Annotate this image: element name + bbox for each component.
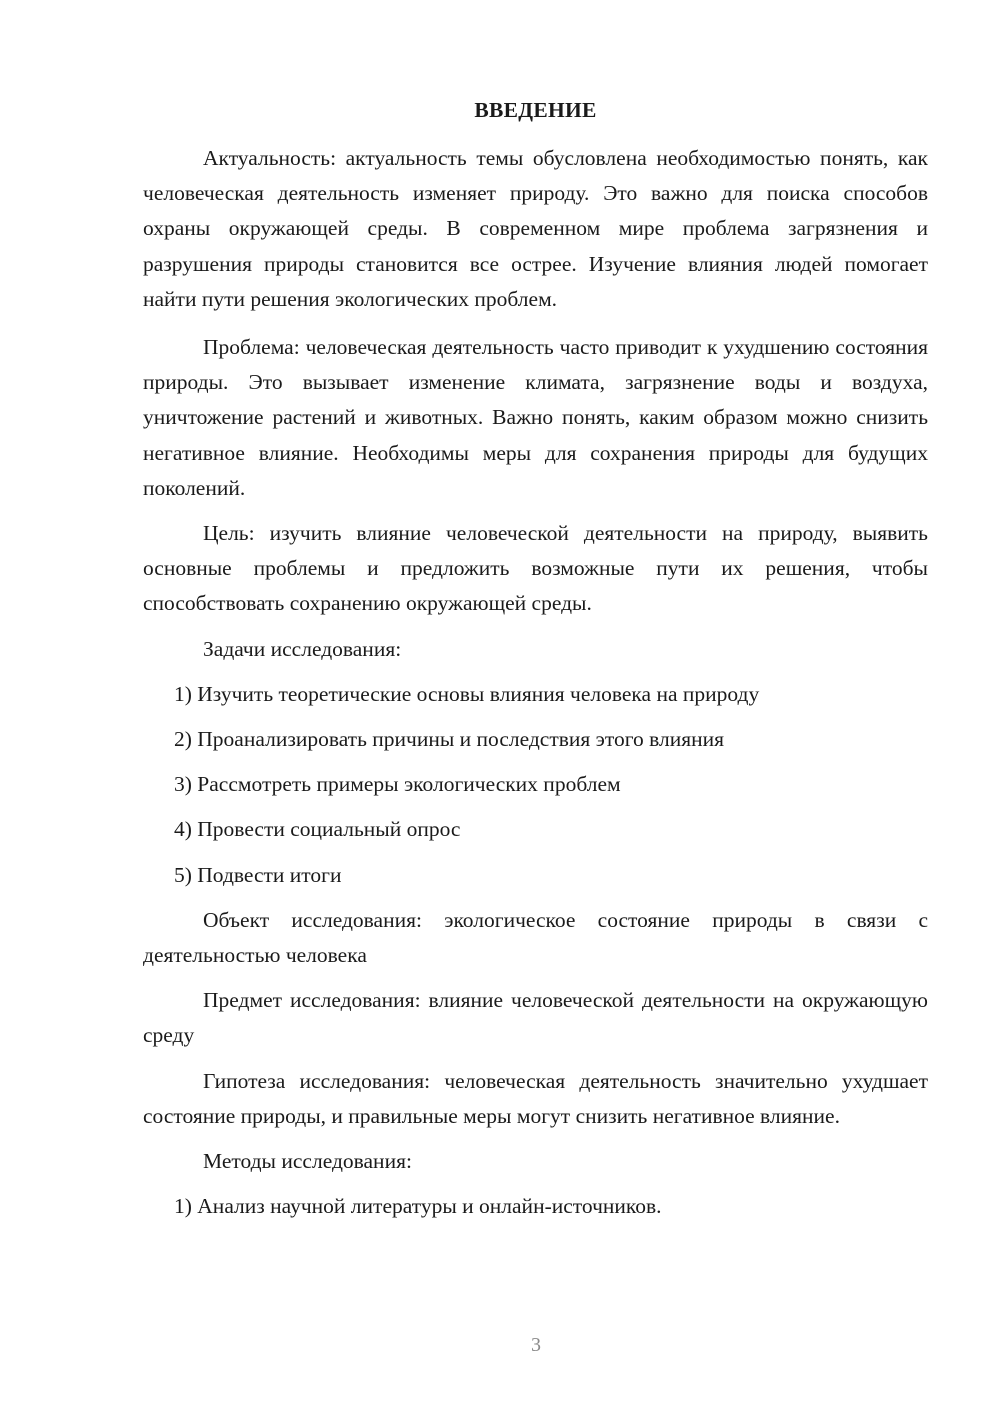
methods-heading: Методы исследования: — [203, 1149, 412, 1174]
task-item-3: 3) Рассмотреть примеры экологических проблем — [174, 772, 621, 797]
task-item-5: 5) Подвести итоги — [174, 862, 342, 887]
task-item-4: 4) Провести социальный опрос — [174, 817, 461, 842]
problem-paragraph: Проблема: человеческая деятельность часто приводит к ухудшению состояния природы. Это вызывает изменение климата, загрязнение воды и воздуха, уничтожение растений и животных. Важно понять, каким образом можно снизить негативное влияние. Необходимы меры для сохранения природы для будущих поколений. — [143, 335, 928, 500]
method-item-1: 1) Анализ научной литературы и онлайн-источников. — [174, 1194, 662, 1219]
task-item-1: 1) Изучить теоретические основы влияния человека на природу — [174, 681, 760, 706]
page-number: 3 — [531, 1334, 541, 1356]
goal-paragraph: Цель: изучить влияние человеческой деятельности на природу, выявить основные проблемы и предложить возможные пути их решения, чтобы способствовать сохранению окружающей среды. — [143, 521, 928, 616]
relevance-paragraph: Актуальность: актуальность темы обусловлена необходимостью понять, как человеческая деятельность изменяет природу. Это важно для поиска способов охраны окружающей среды. В современном мире проблема загрязнения и разрушения природы становится все острее. Изучение влияния людей помогает найти пути решения экологических проблем. — [143, 146, 928, 311]
subject-paragraph: Предмет исследования: влияние человеческой деятельности на окружающую среду — [143, 988, 928, 1048]
page-title: ВВЕДЕНИЕ — [474, 98, 597, 122]
task-item-2: 2) Проанализировать причины и последствия этого влияния — [174, 727, 725, 752]
tasks-heading: Задачи исследования: — [203, 636, 402, 661]
page-content — [143, 92, 928, 1234]
object-paragraph: Объект исследования: экологическое состояние природы в связи с деятельностью человека — [143, 907, 928, 968]
hypothesis-paragraph: Гипотеза исследования: человеческая деятельность значительно ухудшает состояние природы, и правильные меры могут снизить негативное влияние. — [143, 1068, 928, 1128]
